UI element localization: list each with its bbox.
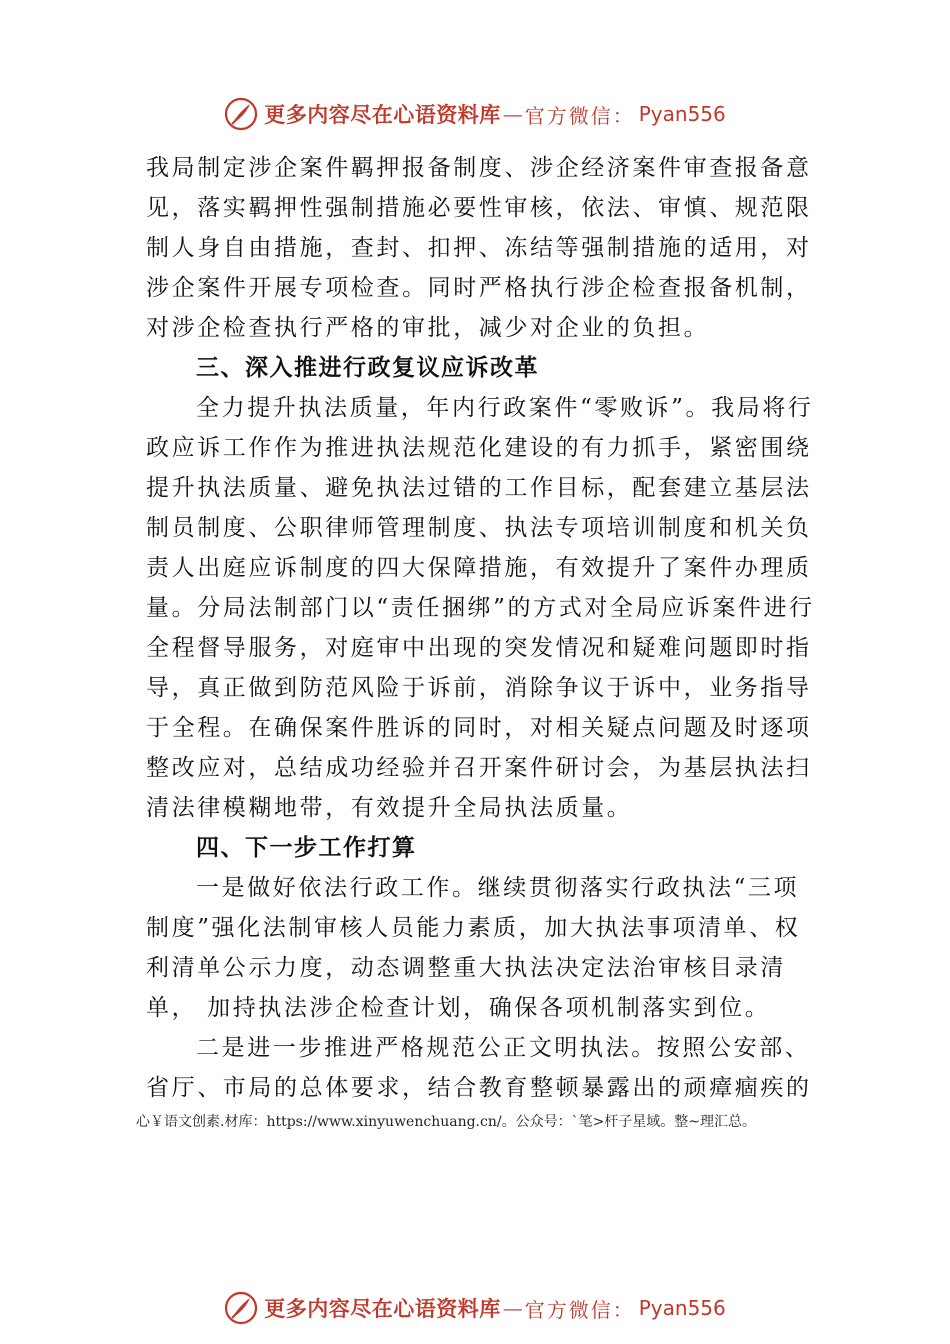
- footer-source-note: 心￥语文创素.材库：https://www.xinyuwenchuang.cn/。公众号：`笔>杆子星域。整~理汇总。: [136, 1114, 757, 1130]
- section-heading-3: 三、深入推进行政复议应诉改革: [196, 355, 539, 381]
- banner-wechat-id: Pyan556: [638, 1296, 726, 1320]
- header-banner: [0, 94, 950, 134]
- paragraph-plan-1: 一是做好依法行政工作。继续贯彻落实行政执法“三项制度”强化法制审核人员能力素质，加大执法事项清单、权 利清单公示力度，动态调整重大执法决定法治审核目录清单， 加持执法涉企检查计划，确保各项机制落实到位。: [146, 875, 801, 1021]
- paragraph-plan-2: 二是进一步推进严格规范公正文明执法。按照公安部、省厅、市局的总体要求，结合教育整顿暴露出的顽瘴痼疾的: [146, 1035, 812, 1101]
- banner-wechat-label: 官方微信：: [524, 1297, 635, 1322]
- banner-brand-text: 更多内容尽在心语资料库: [264, 1296, 501, 1321]
- paragraph-continuation: 我局制定涉企案件羁押报备制度、涉企经济案件审查报备意见，落实羁押性强制措施必要性审核，依法、审慎、规范限制人身自由措施，查封、扣押、冻结等强制措施的适用，对涉企案件开展专项检查。同时严格执行涉企检查报备机制， 对涉企检查执行严格的审批，减少对企业的负担。: [146, 155, 812, 341]
- quill-logo-icon: [224, 1291, 258, 1325]
- banner-separator: —: [502, 102, 523, 126]
- document-body: [146, 148, 818, 1108]
- banner-brand-text: 更多内容尽在心语资料库: [264, 102, 501, 127]
- section-heading-4: 四、下一步工作打算: [196, 835, 417, 861]
- footer-banner: [0, 1288, 950, 1328]
- banner-separator: —: [502, 1296, 523, 1320]
- banner-wechat-id: Pyan556: [638, 102, 726, 126]
- paragraph-litigation-reform: 全力提升执法质量，年内行政案件“零败诉”。我局将行政应诉工作作为推进执法规范化建设的有力抓手，紧密围绕提升执法质量、避免执法过错的工作目标，配套建立基层法制员制度、公职律师管理制度、执法专项培训制度和机关负责人出庭应诉制度的四大保障措施，有效提升了案件办理质量。分局法制部门以“责任捆绑”的方式对全局应诉案件进行全程督导服务，对庭审中出现的突发情况和疑难问题即时指导，真正做到防范风险于诉前，消除争议于诉中，业务指导于全程。在确保案件胜诉的同时，对相关疑点问题及时逐项整改应对，总结成功经验并召开案件研讨会，为基层执法扫清法律模糊地带，有效提升全局执法质量。: [146, 395, 815, 821]
- quill-logo-icon: [224, 97, 258, 131]
- banner-wechat-label: 官方微信：: [524, 103, 635, 128]
